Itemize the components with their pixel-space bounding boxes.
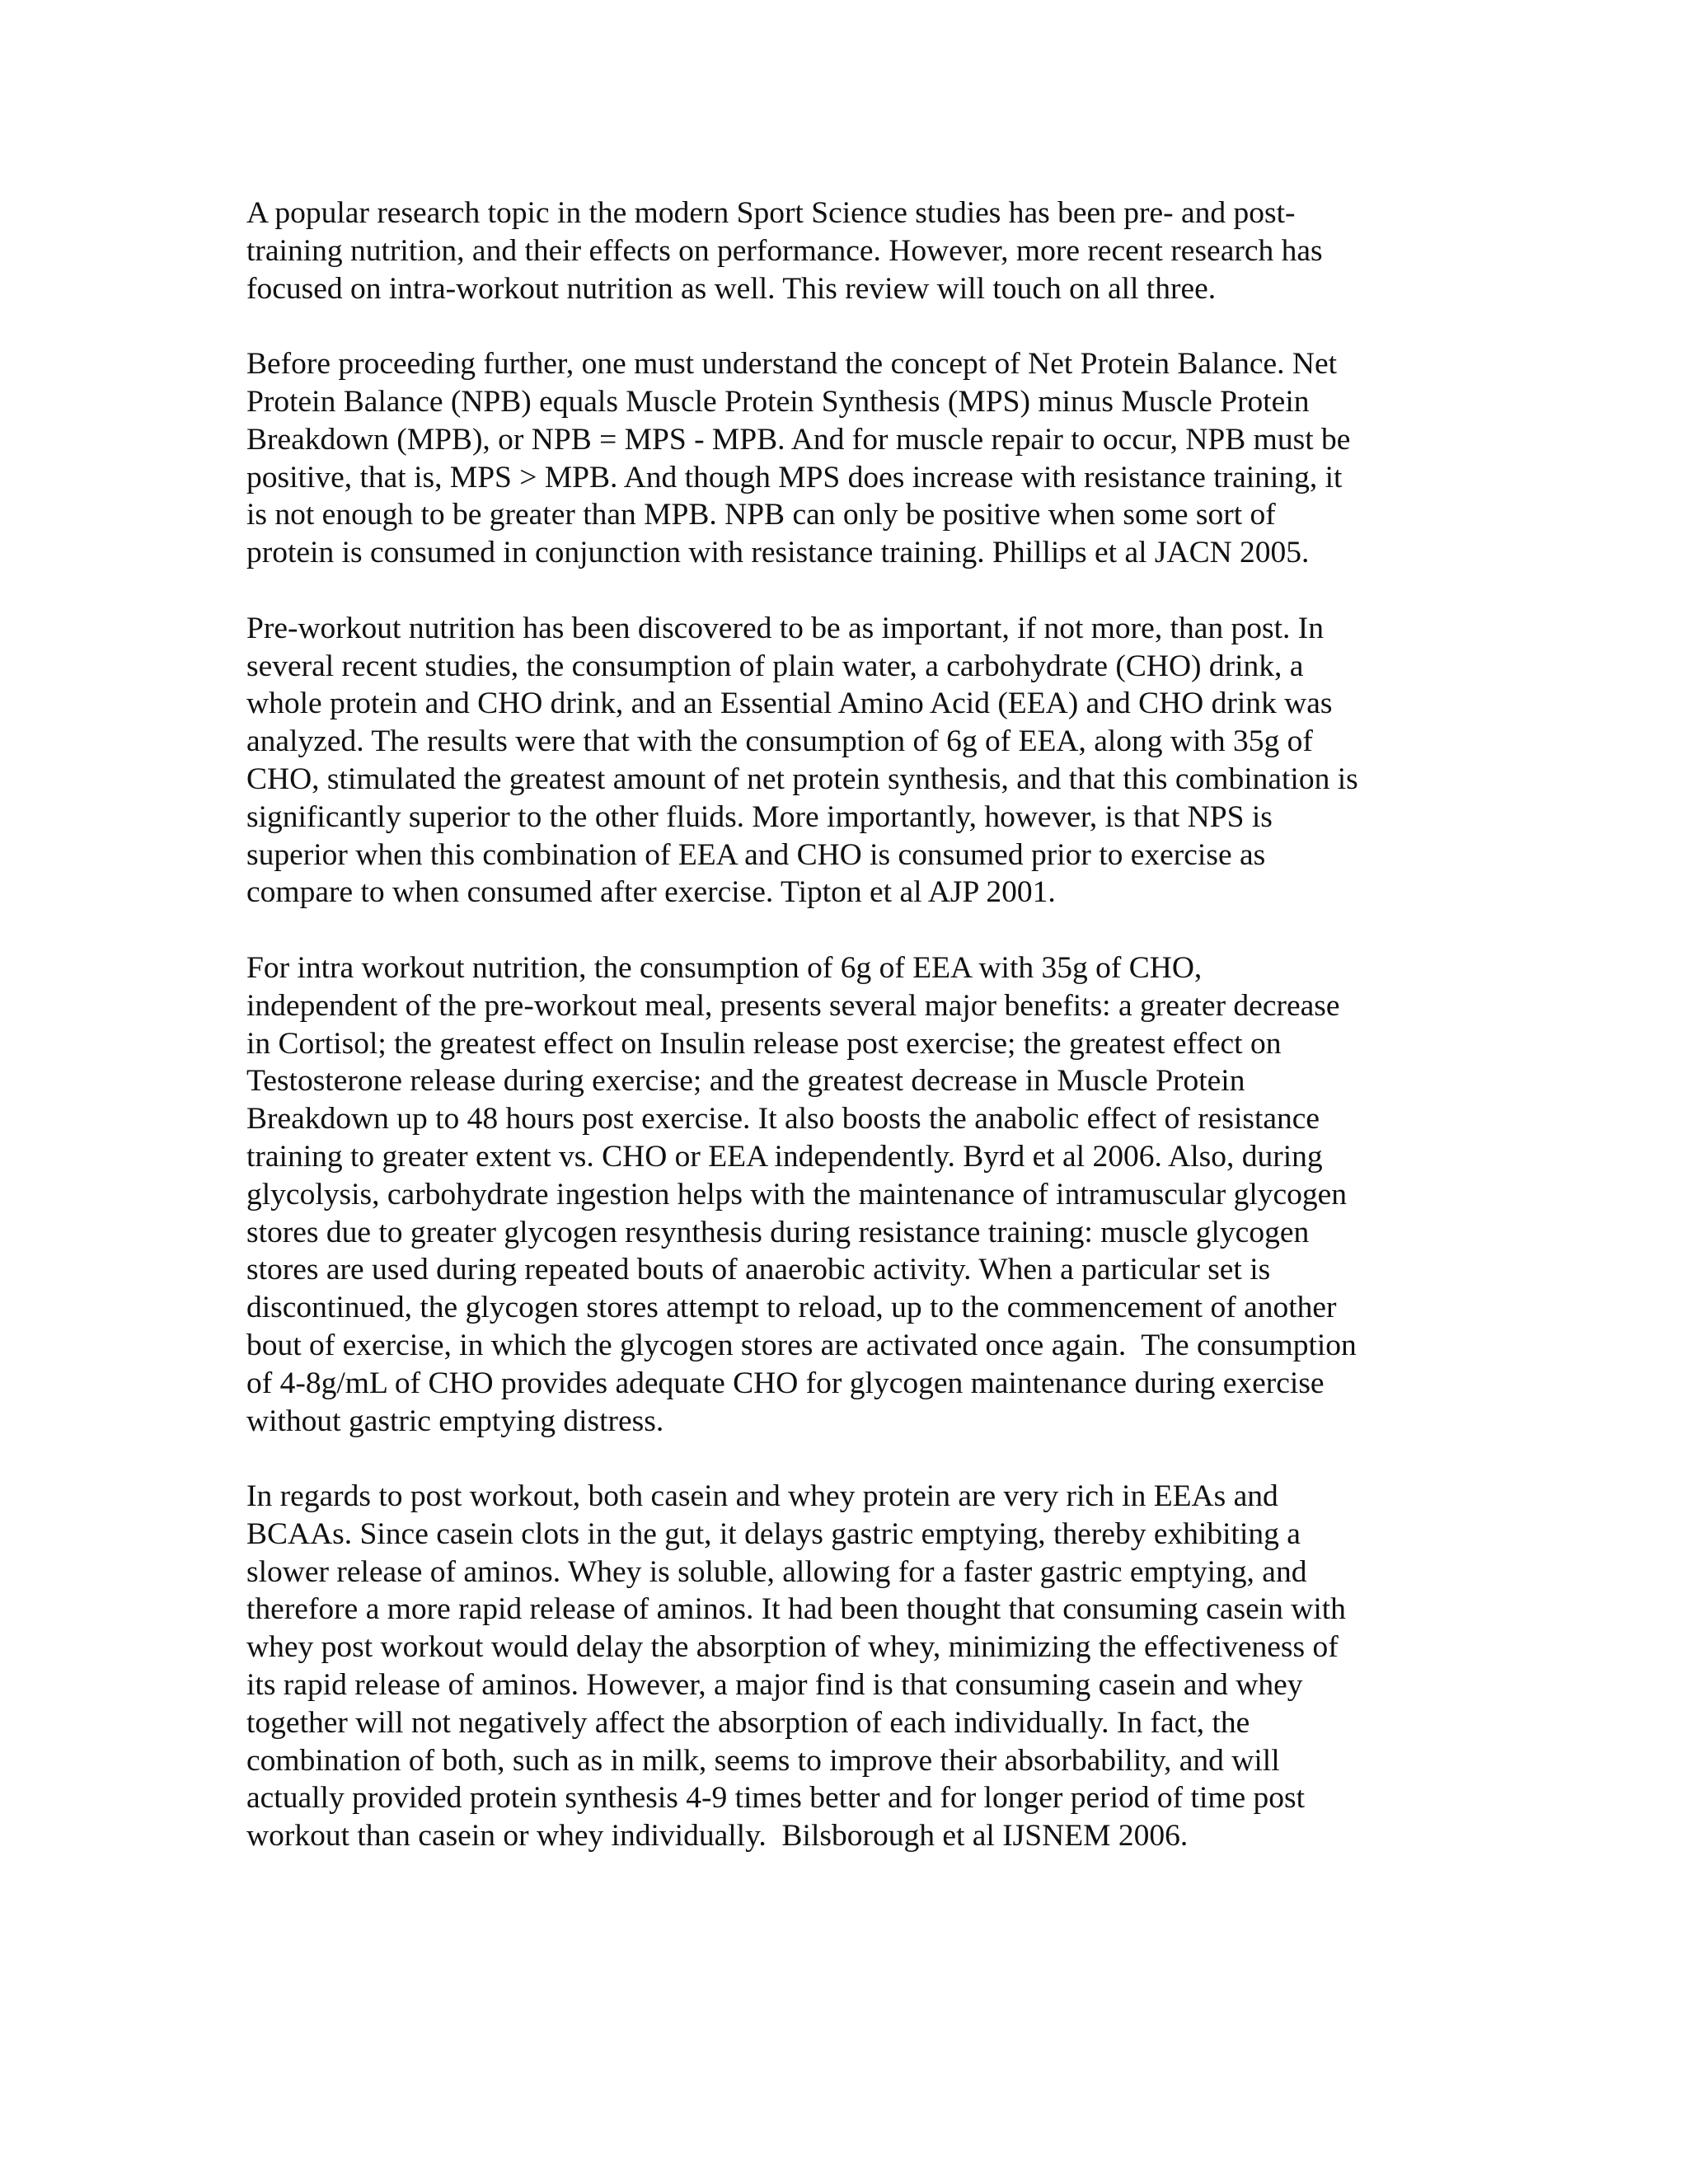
- text-line: CHO, stimulated the greatest amount of net protein synthesis, and that this combination is: [246, 762, 1358, 796]
- text-line: stores are used during repeated bouts of anaerobic activity. When a particular set is: [246, 1253, 1271, 1287]
- paragraph-net-protein-balance: [246, 345, 1466, 572]
- text-line: superior when this combination of EEA and CHO is consumed prior to exercise as: [246, 837, 1266, 872]
- text-line: actually provided protein synthesis 4-9 times better and for longer period of time post: [246, 1781, 1306, 1816]
- text-line: whole protein and CHO drink, and an Essential Amino Acid (EEA) and CHO drink was: [246, 687, 1333, 721]
- text-line: focused on intra-workout nutrition as well. This review will touch on all three.: [246, 271, 1217, 306]
- text-line: analyzed. The results were that with the consumption of 6g of EEA, along with 35g of: [246, 724, 1313, 759]
- text-line: A popular research topic in the modern Sport Science studies has been pre- and post-: [246, 196, 1296, 230]
- text-line: together will not negatively affect the absorption of each individually. In fact, the: [246, 1705, 1250, 1740]
- paragraph-post-workout: [246, 1478, 1466, 1855]
- text-line: protein is consumed in conjunction with resistance training. Phillips et al JACN 2005.: [246, 536, 1310, 570]
- paragraph-introduction: [246, 194, 1466, 307]
- text-line: stores due to greater glycogen resynthesis during resistance training: muscle glycogen: [246, 1215, 1310, 1249]
- text-line: independent of the pre-workout meal, presents several major benefits: a greater decrease: [246, 988, 1340, 1023]
- text-line: In regards to post workout, both casein and whey protein are very rich in EEAs and: [246, 1479, 1278, 1514]
- text-line: For intra workout nutrition, the consumption of 6g of EEA with 35g of CHO,: [246, 950, 1203, 985]
- text-line: positive, that is, MPS > MPB. And though MPS does increase with resistance training, it: [246, 460, 1343, 494]
- text-line: Protein Balance (NPB) equals Muscle Protein Synthesis (MPS) minus Muscle Protein: [246, 384, 1310, 419]
- text-line: Pre-workout nutrition has been discovered to be as important, if not more, than post. In: [246, 611, 1325, 645]
- text-line: bout of exercise, in which the glycogen stores are activated once again. The consumption: [246, 1328, 1357, 1362]
- text-line: several recent studies, the consumption of plain water, a carbohydrate (CHO) drink, a: [246, 649, 1304, 683]
- paragraph-pre-workout: [246, 610, 1466, 912]
- text-line: of 4-8g/mL of CHO provides adequate CHO for glycogen maintenance during exercise: [246, 1366, 1325, 1400]
- text-line: combination of both, such as in milk, seems to improve their absorbability, and will: [246, 1743, 1280, 1778]
- text-line: Before proceeding further, one must understand the concept of Net Protein Balance. Net: [246, 347, 1338, 382]
- text-line: slower release of aminos. Whey is soluble, allowing for a faster gastric emptying, and: [246, 1554, 1307, 1589]
- text-line: training to greater extent vs. CHO or EEA independently. Byrd et al 2006. Also, during: [246, 1139, 1323, 1174]
- text-line: in Cortisol; the greatest effect on Insulin release post exercise; the greatest effect on: [246, 1026, 1282, 1061]
- text-line: Testosterone release during exercise; and the greatest decrease in Muscle Protein: [246, 1064, 1245, 1099]
- text-line: whey post workout would delay the absorption of whey, minimizing the effectiveness of: [246, 1630, 1339, 1665]
- text-line: discontinued, the glycogen stores attempt to reload, up to the commencement of another: [246, 1291, 1337, 1325]
- text-line: workout than casein or whey individually. Bilsborough et al IJSNEM 2006.: [246, 1819, 1189, 1854]
- text-line: without gastric emptying distress.: [246, 1404, 664, 1438]
- text-line: is not enough to be greater than MPB. NPB can only be positive when some sort of: [246, 498, 1276, 532]
- paragraph-intra-workout: [246, 949, 1466, 1440]
- text-line: training nutrition, and their effects on performance. However, more recent research has: [246, 233, 1323, 268]
- text-line: its rapid release of aminos. However, a major find is that consuming casein and whey: [246, 1668, 1303, 1703]
- text-line: Breakdown up to 48 hours post exercise. It also boosts the anabolic effect of resistance: [246, 1102, 1320, 1137]
- text-line: therefore a more rapid release of aminos. It had been thought that consuming casein with: [246, 1592, 1346, 1627]
- text-line: BCAAs. Since casein clots in the gut, it delays gastric emptying, thereby exhibiting a: [246, 1516, 1301, 1551]
- text-line: significantly superior to the other fluids. More importantly, however, is that NPS is: [246, 799, 1273, 834]
- text-line: Breakdown (MPB), or NPB = MPS - MPB. And for muscle repair to occur, NPB must be: [246, 422, 1351, 457]
- text-line: glycolysis, carbohydrate ingestion helps with the maintenance of intramuscular glycogen: [246, 1177, 1348, 1212]
- document-body: [246, 194, 1466, 1893]
- text-line: compare to when consumed after exercise. Tipton et al AJP 2001.: [246, 875, 1056, 910]
